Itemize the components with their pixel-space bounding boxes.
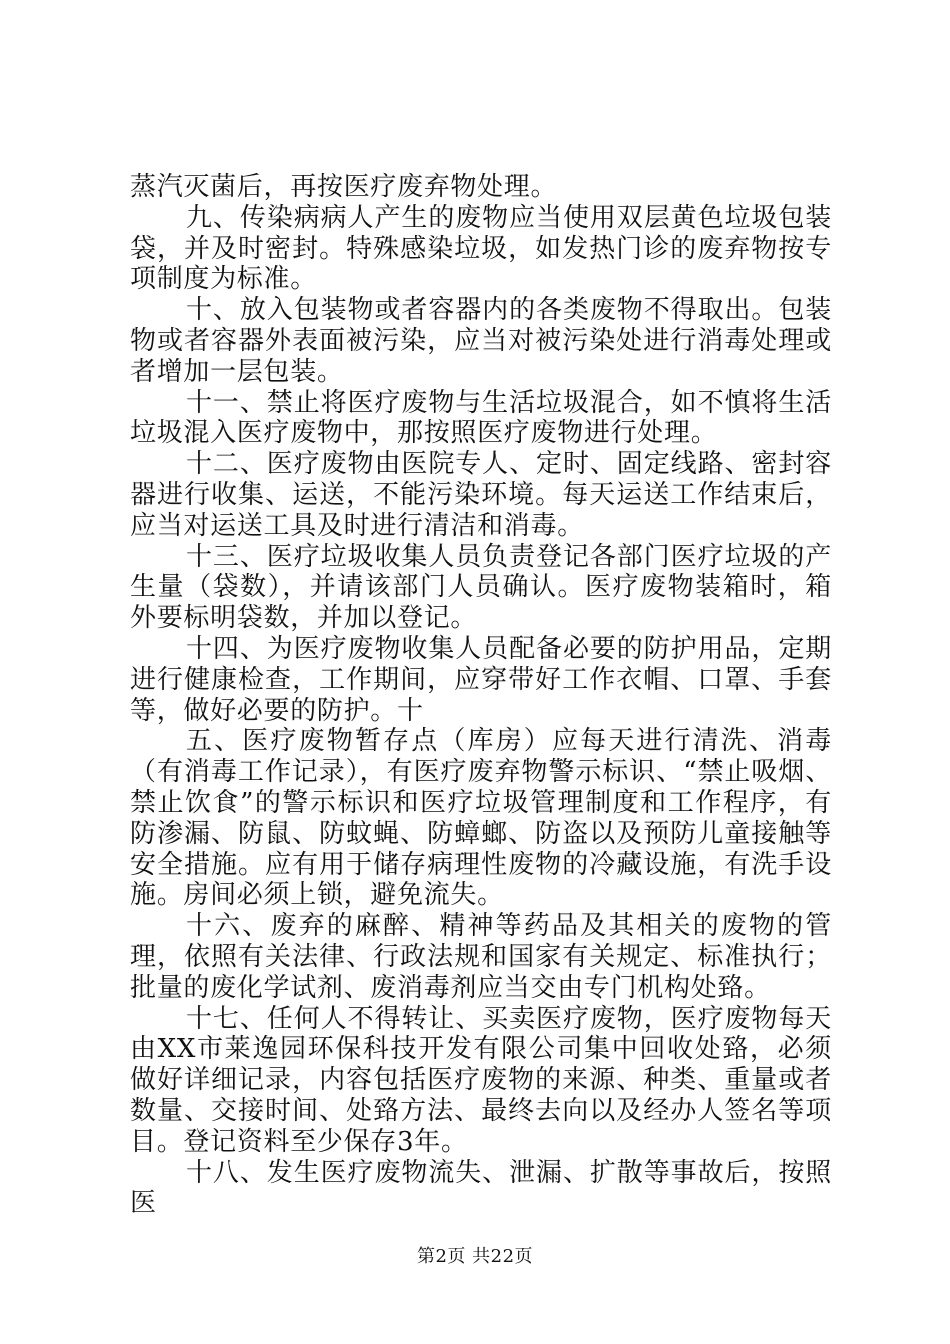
paragraph-item-13: 十三、医疗垃圾收集人员负责登记各部门医疗垃圾的产生量（袋数），并请该部门人员确认。医疗废物装箱时，箱外要标明袋数，并加以登记。	[130, 541, 832, 634]
paragraph-item-12: 十二、医疗废物由医院专人、定时、固定线路、密封容器进行收集、运送，不能污染环境。每天运送工作结束后，应当对运送工具及时进行清洁和消毒。	[130, 449, 832, 541]
paragraph-item-18: 十八、发生医疗废物流失、泄漏、扩散等事故后，按照医	[130, 1157, 832, 1219]
paragraph-item-15: 五、医疗废物暂存点（库房）应每天进行清洗、消毒（有消毒工作记录），有医疗废弃物警示标识、“禁止吸烟、禁止饮食”的警示标识和医疗垃圾管理制度和工作程序，有防渗漏、防鼠、防蚊蝇、防蟑螂、防盗以及预防儿童接触等安全措施。应有用于储存病理性废物的冷藏设施，有洗手设施。房间必须上锁，避免流失。	[130, 726, 832, 911]
page-number-footer: 第2页 共22页	[416, 1246, 534, 1267]
document-body	[130, 172, 832, 1219]
paragraph-item-10: 十、放入包装物或者容器内的各类废物不得取出。包装物或者容器外表面被污染，应当对被污染处进行消毒处理或者增加一层包装。	[130, 295, 832, 387]
paragraph-item-9: 九、传染病病人产生的废物应当使用双层黄色垃圾包装袋，并及时密封。特殊感染垃圾，如发热门诊的废弃物按专项制度为标准。	[130, 202, 832, 295]
paragraph-item-17: 十七、任何人不得转让、买卖医疗废物，医疗废物每天由XX市莱逸园环保科技开发有限公司集中回收处臵，必须做好详细记录，内容包括医疗废物的来源、种类、重量或者数量、交接时间、处臵方法、最终去向以及经办人签名等项目。登记资料至少保存3年。	[130, 1003, 832, 1157]
paragraph-item-14: 十四、为医疗废物收集人员配备必要的防护用品，定期进行健康检查，工作期间，应穿带好工作衣帽、口罩、手套等，做好必要的防护。十	[130, 633, 832, 726]
paragraph-item-11: 十一、禁止将医疗废物与生活垃圾混合，如不慎将生活垃圾混入医疗废物中，那按照医疗废物进行处理。	[130, 387, 832, 449]
paragraph-continuation: 蒸汽灭菌后，再按医疗废弃物处理。	[130, 172, 558, 202]
paragraph-item-16: 十六、废弃的麻醉、精神等药品及其相关的废物的管理，依照有关法律、行政法规和国家有关规定、标准执行；批量的废化学试剂、废消毒剂应当交由专门机构处臵。	[130, 911, 832, 1003]
